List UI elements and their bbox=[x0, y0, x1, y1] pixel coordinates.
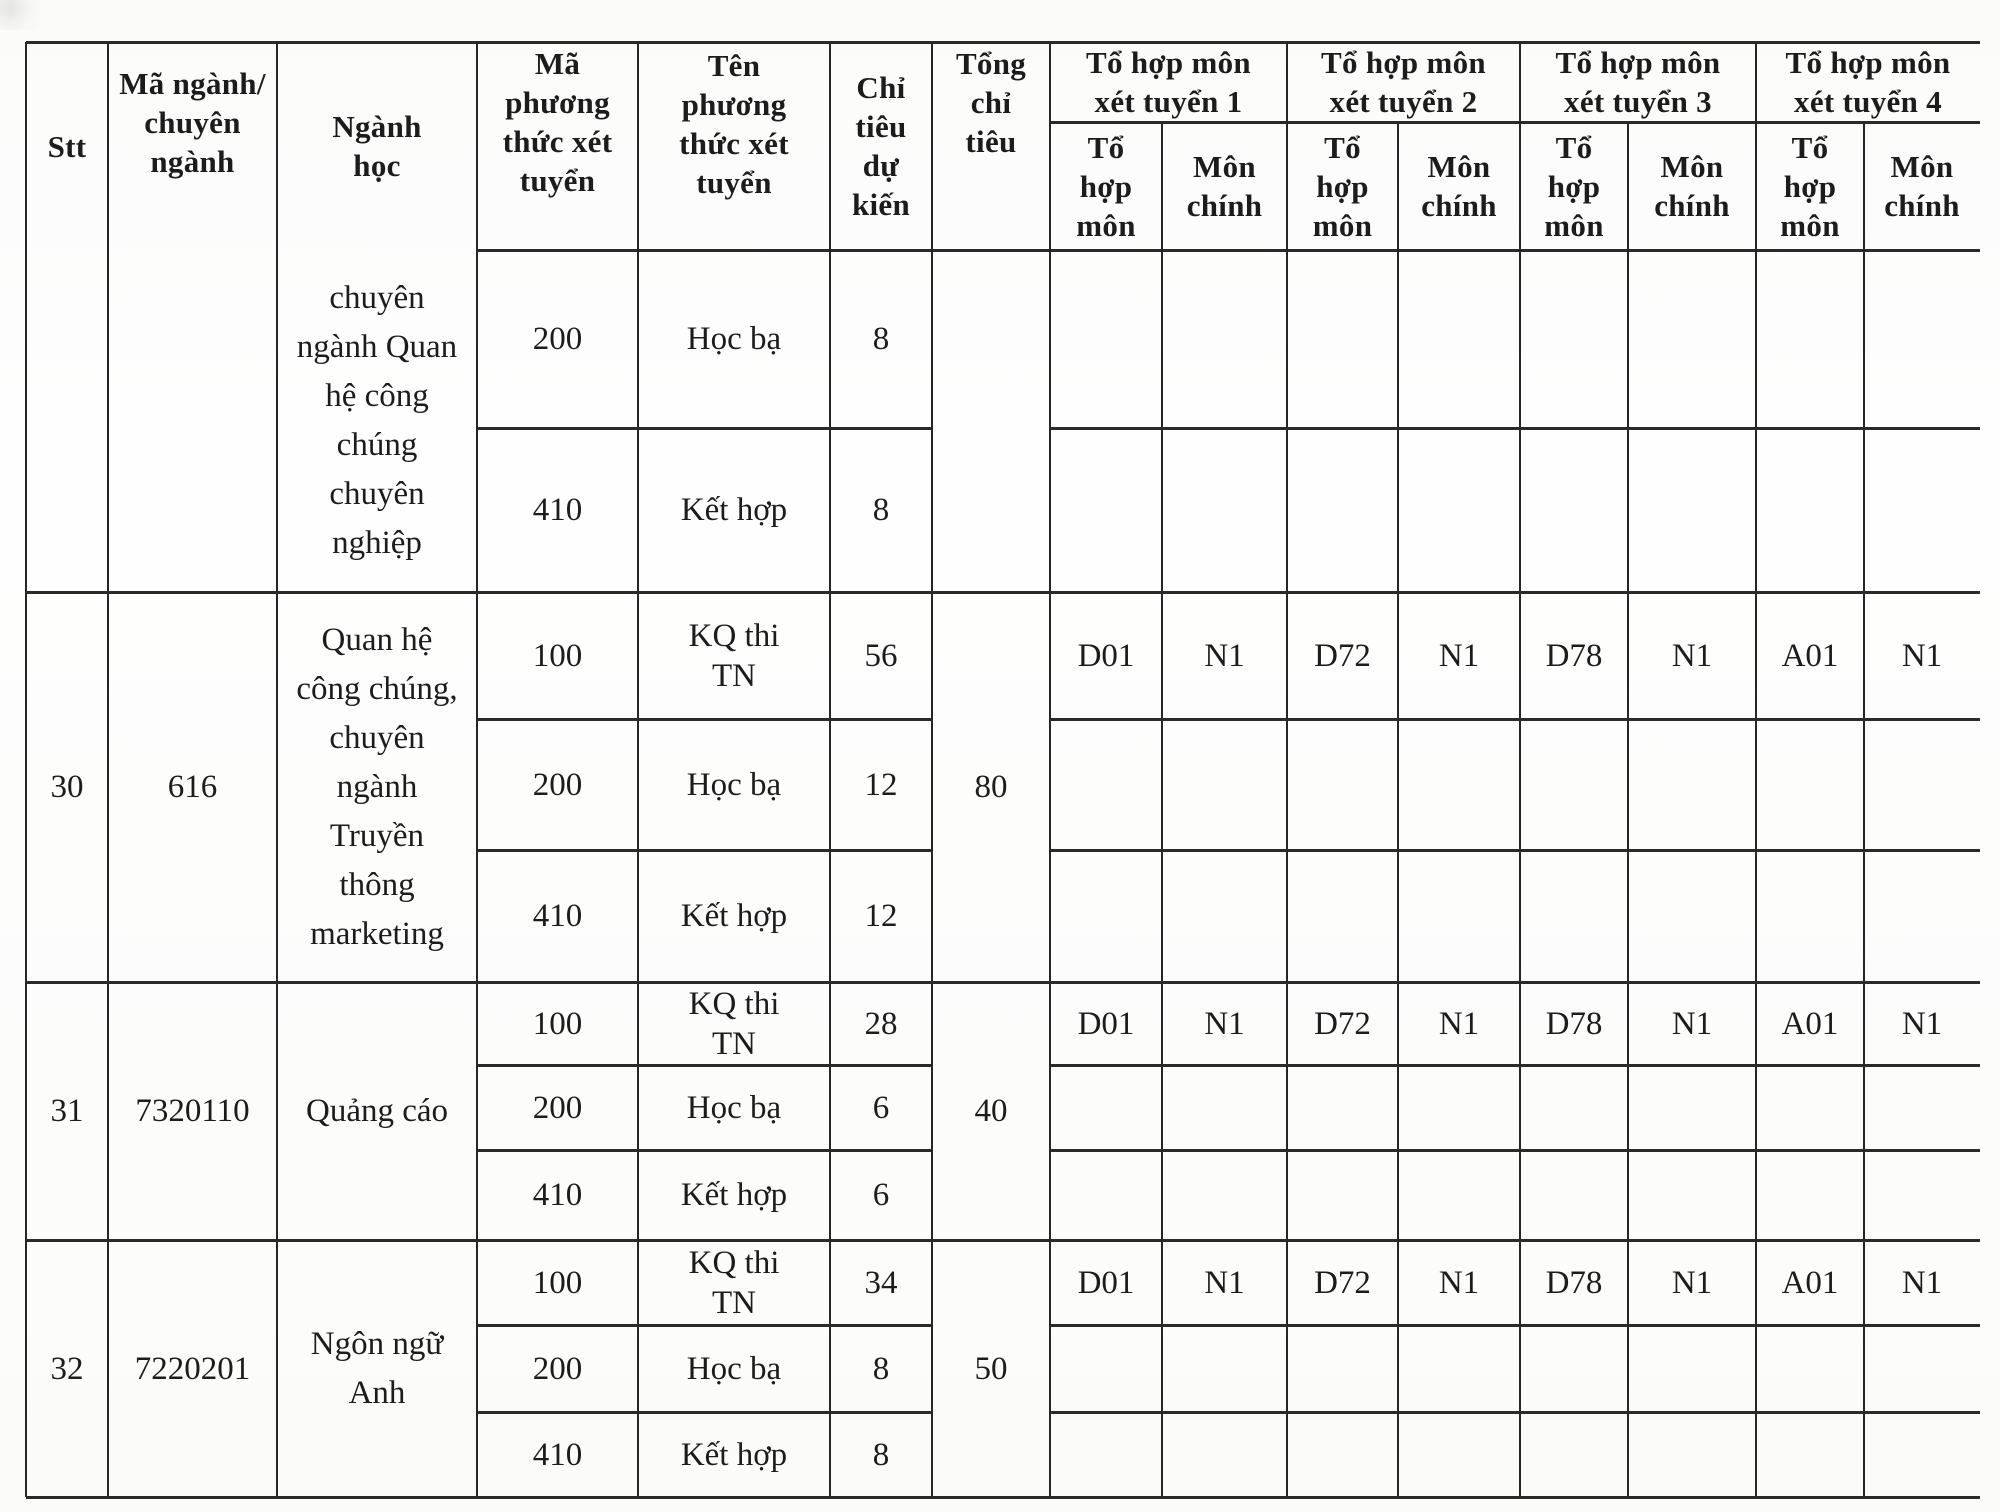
to-hop-mon-cell bbox=[1520, 250, 1628, 428]
to-hop-mon-cell bbox=[1287, 1150, 1398, 1240]
to-hop-mon-cell: D01 bbox=[1077, 1264, 1135, 1301]
tong-chi-tieu-cell: 50 bbox=[974, 1350, 1008, 1387]
to-hop-mon-cell: D72 bbox=[1314, 1005, 1371, 1042]
to-hop-mon-cell bbox=[1050, 1325, 1162, 1412]
subheader-to-hop-mon-1: Tổ hợp môn bbox=[1076, 129, 1136, 243]
to-hop-mon-cell bbox=[1520, 1412, 1628, 1497]
mon-chinh-cell: N1 bbox=[1901, 1005, 1943, 1042]
to-hop-mon-cell bbox=[1520, 719, 1628, 850]
nganh-hoc-cell: chuyên ngành Quan hệ công chúng chuyên nghiệp bbox=[296, 280, 458, 561]
ten-phuong-thuc-cell: Kết hợp bbox=[680, 1177, 788, 1213]
mon-chinh-cell bbox=[1864, 250, 1980, 428]
ma-phuong-thuc-cell: 200 bbox=[532, 1350, 583, 1387]
to-hop-mon-cell bbox=[1287, 1065, 1398, 1150]
subheader-to-hop-mon-3: Tổ hợp môn bbox=[1544, 129, 1604, 243]
to-hop-mon-cell bbox=[1520, 1065, 1628, 1150]
scan-smudge bbox=[0, 0, 40, 30]
ma-phuong-thuc-cell: 410 bbox=[532, 492, 583, 528]
chi-tieu-du-kien-cell: 34 bbox=[864, 1264, 898, 1301]
mon-chinh-cell bbox=[1162, 1412, 1287, 1497]
ten-phuong-thuc-cell: Học bạ bbox=[686, 1350, 782, 1387]
mon-chinh-cell bbox=[1162, 1325, 1287, 1412]
ten-phuong-thuc-cell: Học bạ bbox=[686, 321, 782, 357]
subheader-to-hop-mon-4: Tổ hợp môn bbox=[1780, 129, 1840, 243]
mon-chinh-cell bbox=[1628, 1150, 1756, 1240]
to-hop-mon-cell bbox=[1520, 850, 1628, 982]
chi-tieu-du-kien-cell: 8 bbox=[872, 321, 890, 357]
to-hop-mon-cell: D78 bbox=[1545, 637, 1603, 674]
mon-chinh-cell: N1 bbox=[1204, 1005, 1245, 1042]
group-header-4: Tổ hợp môn xét tuyển 4 bbox=[1785, 45, 1951, 119]
mon-chinh-cell bbox=[1398, 1412, 1520, 1497]
mon-chinh-cell bbox=[1864, 719, 1980, 850]
mon-chinh-cell: N1 bbox=[1671, 1264, 1713, 1301]
mon-chinh-cell bbox=[1162, 1150, 1287, 1240]
mon-chinh-cell bbox=[1162, 1065, 1287, 1150]
ma-nganh-cell: 7220201 bbox=[134, 1350, 251, 1387]
mon-chinh-cell bbox=[1162, 850, 1287, 982]
to-hop-mon-cell bbox=[1520, 1150, 1628, 1240]
chi-tieu-du-kien-cell: 8 bbox=[872, 1350, 890, 1387]
header-tong-chi-tieu: Tổng chỉ tiêu bbox=[955, 46, 1027, 159]
ma-nganh-cell: 616 bbox=[167, 769, 218, 805]
mon-chinh-cell: N1 bbox=[1204, 1264, 1245, 1301]
mon-chinh-cell bbox=[1628, 1412, 1756, 1497]
nganh-hoc-cell: Quan hệ công chúng, chuyên ngành Truyền thông marketing bbox=[296, 621, 458, 952]
ma-phuong-thuc-cell: 200 bbox=[532, 1089, 583, 1126]
ma-nganh-cell bbox=[108, 250, 277, 592]
group-header-1: Tổ hợp môn xét tuyển 1 bbox=[1086, 45, 1251, 119]
ten-phuong-thuc-cell: KQ thi TN bbox=[688, 1244, 780, 1321]
mon-chinh-cell bbox=[1398, 719, 1520, 850]
mon-chinh-cell bbox=[1864, 1325, 1980, 1412]
to-hop-mon-cell bbox=[1050, 1065, 1162, 1150]
ma-phuong-thuc-cell: 200 bbox=[532, 321, 583, 357]
mon-chinh-cell bbox=[1398, 1065, 1520, 1150]
chi-tieu-du-kien-cell: 28 bbox=[864, 1005, 898, 1042]
group-header-3: Tổ hợp môn xét tuyển 3 bbox=[1555, 45, 1721, 119]
to-hop-mon-cell bbox=[1287, 428, 1398, 592]
to-hop-mon-cell bbox=[1756, 1412, 1864, 1497]
ma-phuong-thuc-cell: 100 bbox=[532, 637, 583, 674]
ma-phuong-thuc-cell: 410 bbox=[532, 1436, 583, 1473]
mon-chinh-cell bbox=[1864, 1150, 1980, 1240]
subheader-mon-chinh-1: Môn chính bbox=[1186, 149, 1263, 223]
stt-cell: 30 bbox=[50, 769, 84, 805]
to-hop-mon-cell bbox=[1050, 250, 1162, 428]
to-hop-mon-cell bbox=[1287, 1412, 1398, 1497]
to-hop-mon-cell: D78 bbox=[1545, 1005, 1603, 1042]
mon-chinh-cell bbox=[1864, 1412, 1980, 1497]
to-hop-mon-cell bbox=[1756, 719, 1864, 850]
subheader-mon-chinh-3: Môn chính bbox=[1654, 149, 1730, 223]
chi-tieu-du-kien-cell: 6 bbox=[872, 1177, 890, 1213]
mon-chinh-cell bbox=[1162, 250, 1287, 428]
tong-chi-tieu-cell: 40 bbox=[974, 1093, 1008, 1129]
ten-phuong-thuc-cell: Học bạ bbox=[686, 1089, 782, 1126]
ten-phuong-thuc-cell: Kết hợp bbox=[680, 898, 788, 934]
subheader-mon-chinh-4: Môn chính bbox=[1884, 149, 1960, 223]
to-hop-mon-cell bbox=[1756, 1150, 1864, 1240]
chi-tieu-du-kien-cell: 6 bbox=[872, 1089, 890, 1126]
to-hop-mon-cell bbox=[1756, 1325, 1864, 1412]
to-hop-mon-cell: A01 bbox=[1781, 637, 1839, 674]
header-stt: Stt bbox=[47, 128, 87, 164]
ten-phuong-thuc-cell: Kết hợp bbox=[680, 492, 788, 528]
ten-phuong-thuc-cell: Kết hợp bbox=[680, 1436, 788, 1473]
mon-chinh-cell bbox=[1162, 719, 1287, 850]
mon-chinh-cell bbox=[1628, 428, 1756, 592]
ten-phuong-thuc-cell: KQ thi TN bbox=[688, 985, 780, 1062]
mon-chinh-cell bbox=[1398, 428, 1520, 592]
to-hop-mon-cell bbox=[1756, 428, 1864, 592]
to-hop-mon-cell bbox=[1050, 1412, 1162, 1497]
subheader-to-hop-mon-2: Tổ hợp môn bbox=[1312, 129, 1373, 243]
chi-tieu-du-kien-cell: 12 bbox=[864, 766, 898, 803]
to-hop-mon-cell bbox=[1050, 428, 1162, 592]
mon-chinh-cell bbox=[1864, 1065, 1980, 1150]
header-chi-tieu-du-kien: Chỉ tiêu dự kiến bbox=[851, 70, 911, 222]
to-hop-mon-cell bbox=[1756, 850, 1864, 982]
mon-chinh-cell bbox=[1398, 1150, 1520, 1240]
header-nganh-hoc: Ngành học bbox=[332, 109, 422, 183]
to-hop-mon-cell bbox=[1520, 428, 1628, 592]
to-hop-mon-cell: D01 bbox=[1077, 1005, 1135, 1042]
to-hop-mon-cell bbox=[1756, 1065, 1864, 1150]
mon-chinh-cell bbox=[1864, 850, 1980, 982]
to-hop-mon-cell bbox=[1287, 1325, 1398, 1412]
chi-tieu-du-kien-cell: 56 bbox=[864, 637, 898, 674]
mon-chinh-cell: N1 bbox=[1438, 637, 1480, 674]
to-hop-mon-cell bbox=[1050, 1150, 1162, 1240]
chi-tieu-du-kien-cell: 8 bbox=[872, 492, 890, 528]
to-hop-mon-cell bbox=[1287, 719, 1398, 850]
to-hop-mon-cell bbox=[1287, 250, 1398, 428]
header-ten-phuong-thuc: Tên phương thức xét tuyển bbox=[679, 48, 789, 200]
to-hop-mon-cell bbox=[1050, 719, 1162, 850]
mon-chinh-cell bbox=[1628, 1065, 1756, 1150]
mon-chinh-cell bbox=[1628, 719, 1756, 850]
header-ma-nganh: Mã ngành/ chuyên ngành bbox=[119, 66, 266, 179]
ma-phuong-thuc-cell: 410 bbox=[532, 898, 583, 934]
to-hop-mon-cell bbox=[1756, 250, 1864, 428]
ten-phuong-thuc-cell: Học bạ bbox=[686, 766, 782, 803]
to-hop-mon-cell: D78 bbox=[1545, 1264, 1603, 1301]
group-header-2: Tổ hợp môn xét tuyển 2 bbox=[1321, 45, 1486, 119]
mon-chinh-cell bbox=[1628, 1325, 1756, 1412]
mon-chinh-cell: N1 bbox=[1438, 1005, 1480, 1042]
ma-phuong-thuc-cell: 200 bbox=[532, 766, 583, 803]
stt-cell: 31 bbox=[50, 1093, 84, 1129]
mon-chinh-cell bbox=[1628, 850, 1756, 982]
tong-chi-tieu-cell bbox=[932, 250, 1050, 592]
mon-chinh-cell bbox=[1864, 428, 1980, 592]
mon-chinh-cell: N1 bbox=[1671, 637, 1713, 674]
to-hop-mon-cell: D72 bbox=[1314, 1264, 1371, 1301]
ma-nganh-cell: 7320110 bbox=[135, 1093, 250, 1129]
ma-phuong-thuc-cell: 410 bbox=[532, 1177, 583, 1213]
nganh-hoc-cell: Quảng cáo bbox=[305, 1092, 449, 1129]
mon-chinh-cell bbox=[1398, 850, 1520, 982]
to-hop-mon-cell bbox=[1520, 1325, 1628, 1412]
chi-tieu-du-kien-cell: 12 bbox=[864, 898, 898, 934]
ma-phuong-thuc-cell: 100 bbox=[532, 1005, 583, 1042]
to-hop-mon-cell: A01 bbox=[1781, 1264, 1839, 1301]
nganh-hoc-cell: Ngôn ngữ Anh bbox=[310, 1325, 444, 1411]
stt-cell bbox=[26, 250, 108, 592]
to-hop-mon-cell: D01 bbox=[1077, 637, 1135, 674]
tong-chi-tieu-cell: 80 bbox=[974, 769, 1008, 805]
mon-chinh-cell bbox=[1628, 250, 1756, 428]
mon-chinh-cell bbox=[1162, 428, 1287, 592]
to-hop-mon-cell bbox=[1050, 850, 1162, 982]
to-hop-mon-cell: D72 bbox=[1314, 637, 1371, 674]
to-hop-mon-cell: A01 bbox=[1781, 1005, 1839, 1042]
header-ma-phuong-thuc: Mã phương thức xét tuyển bbox=[502, 46, 613, 198]
mon-chinh-cell: N1 bbox=[1204, 637, 1245, 674]
subheader-mon-chinh-2: Môn chính bbox=[1421, 149, 1497, 223]
mon-chinh-cell bbox=[1398, 250, 1520, 428]
mon-chinh-cell: N1 bbox=[1901, 1264, 1943, 1301]
mon-chinh-cell: N1 bbox=[1901, 637, 1943, 674]
mon-chinh-cell: N1 bbox=[1671, 1005, 1713, 1042]
stt-cell: 32 bbox=[50, 1350, 84, 1387]
to-hop-mon-cell bbox=[1287, 850, 1398, 982]
chi-tieu-du-kien-cell: 8 bbox=[872, 1436, 890, 1473]
mon-chinh-cell bbox=[1398, 1325, 1520, 1412]
ma-phuong-thuc-cell: 100 bbox=[532, 1264, 583, 1301]
mon-chinh-cell: N1 bbox=[1438, 1264, 1480, 1301]
ten-phuong-thuc-cell: KQ thi TN bbox=[688, 617, 780, 694]
